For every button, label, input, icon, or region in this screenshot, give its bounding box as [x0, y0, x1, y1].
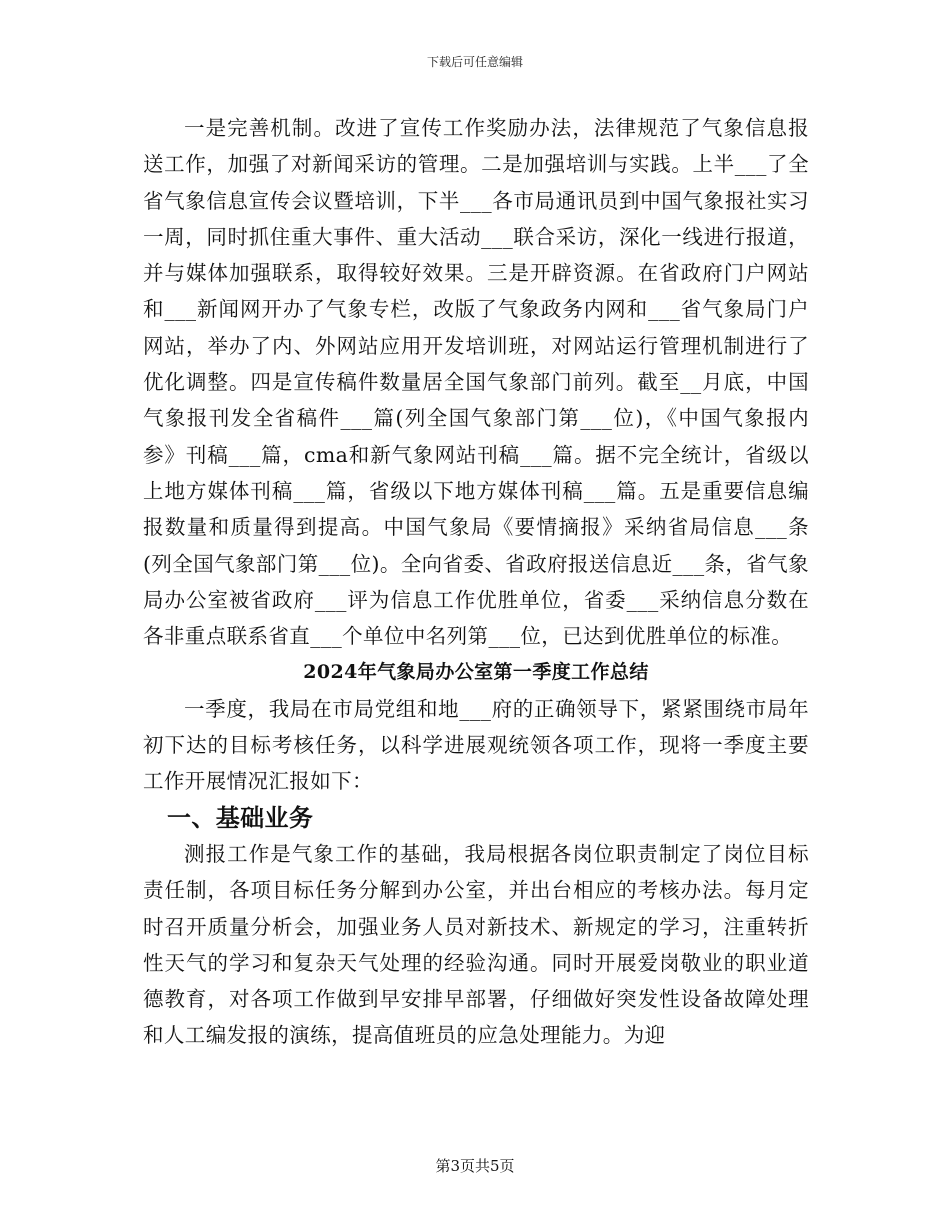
paragraph-observation-work: 测报工作是气象工作的基础，我局根据各岗位职责制定了岗位目标责任制，各项目标任务分解到办公室，并出台相应的考核办法。每月定时召开质量分析会，加强业务人员对新技术、新规定的学习，注重转折性天气的学习和复杂天气处理的经验沟通。同时开展爱岗敬业的职业道德教育，对各项工作做到早安排早部署，仔细做好突发性设备故障处理和人工编发报的演练，提高值班员的应急处理能力。为迎: [143, 841, 809, 1048]
page-header-note: 下载后可任意编辑: [426, 55, 523, 69]
document-title: 2024年气象局办公室第一季度工作总结: [303, 661, 649, 684]
page-number: 第3页共5页: [435, 1157, 515, 1175]
paragraph-publicity-work: 一是完善机制。改进了宣传工作奖励办法，法律规范了气象信息报送工作，加强了对新闻采访的管理。二是加强培训与实践。上半___了全省气象信息宣传会议暨培训，下半___各市局通讯员到中国气象报社实习一周，同时抓住重大事件、重大活动___联合采访，深化一线进行报道，并与媒体加强联系，取得较好效果。三是开辟资源。在省政府门户网站和___新闻网开办了气象专栏，改版了气象政务内网和___省气象局门户网站，举办了内、外网站应用开发培训班，对网站运行管理机制进行了优化调整。四是宣传稿件数量居全国气象部门前列。截至__月底，中国气象报刊发全省稿件___篇(列全国气象部门第___位)，《中国气象报内参》刊稿___篇，cma和新气象网站刊稿___篇。据不完全统计，省级以上地方媒体刊稿___篇，省级以下地方媒体刊稿___篇。五是重要信息编报数量和质量得到提高。中国气象局《要情摘报》采纳省局信息___条(列全国气象部门第___位)。全向省委、省政府报送信息近___条，省气象局办公室被省政府___评为信息工作优胜单位，省委___采纳信息分数在各非重点联系省直___个单位中名列第___位，已达到优胜单位的标准。: [143, 116, 809, 649]
paragraph-intro: 一季度，我局在市局党组和地___府的正确领导下，紧紧围绕市局年初下达的目标考核任务，以科学进展观统领各项工作，现将一季度主要工作开展情况汇报如下：: [143, 696, 809, 794]
section-heading-basic-business: 一、基础业务: [166, 802, 314, 832]
document-body: [143, 110, 809, 1054]
